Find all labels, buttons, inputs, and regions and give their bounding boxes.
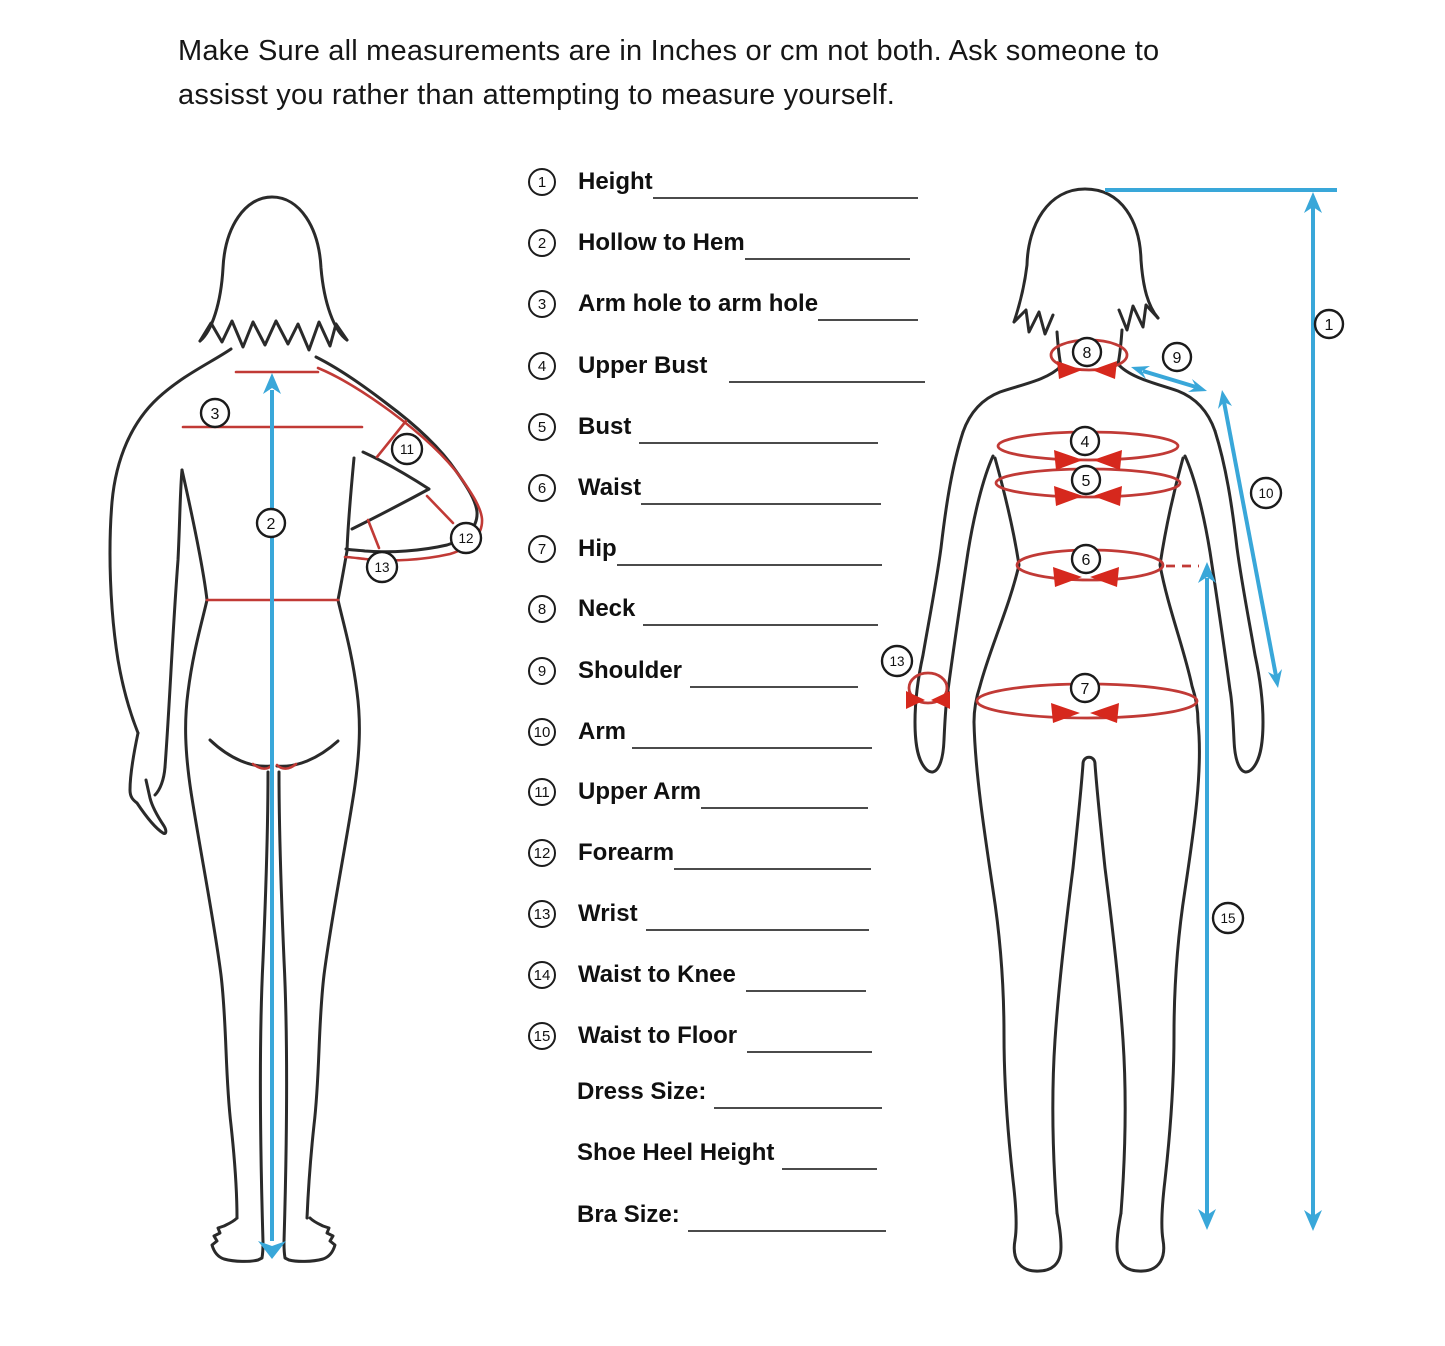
front-head-outline: [1014, 189, 1158, 322]
shoulder-arrow-line: [1143, 371, 1196, 387]
annotation-circles: [201, 310, 1343, 933]
measure-label: Hollow to Hem: [578, 229, 745, 256]
annotation-circle-front-1: [1315, 310, 1343, 338]
annotation-circle-back-11: [392, 434, 422, 464]
back-view-figure: [110, 197, 477, 1261]
back-hair-spikes: [200, 321, 347, 350]
annotation-circle-front-4: [1071, 427, 1099, 455]
annotation-number: 10: [1258, 486, 1274, 501]
front-right-shoulder: [1118, 364, 1215, 431]
annotation-number: 13: [889, 654, 905, 669]
annotation-number: 3: [210, 406, 220, 423]
back-left-leg-inner: [260, 772, 268, 1242]
annotation-number: 4: [1080, 434, 1090, 451]
measure-label: Height: [578, 168, 653, 195]
back-head-outline: [200, 197, 347, 341]
back-left-leg-outer: [191, 792, 237, 1218]
circled-number: 15: [528, 1022, 556, 1050]
measure-label: Bust: [578, 413, 632, 440]
front-right-torso: [1160, 458, 1198, 722]
back-right-leg-inner: [279, 772, 287, 1242]
circled-number: 6: [528, 474, 556, 502]
back-left-torso: [182, 470, 207, 792]
back-right-torso-leg: [307, 551, 359, 1218]
measure-label: Hip: [578, 535, 617, 562]
annotation-number: 7: [1080, 681, 1090, 698]
forearm-tick: [427, 496, 453, 523]
front-left-leg-inner: [1053, 764, 1083, 1213]
red-arrow-icon: [931, 691, 950, 709]
front-right-leg-outer: [1162, 722, 1199, 1240]
measure-label: Waist to Knee: [578, 961, 736, 988]
instructions-line-1: Make Sure all measurements are in Inches or cm not both. Ask someone to: [178, 35, 1160, 67]
circled-number: 13: [528, 900, 556, 928]
annotation-number: 9: [1172, 350, 1182, 367]
annotation-circle-back-3: [201, 399, 229, 427]
measure-label: Upper Bust: [578, 352, 708, 379]
front-left-foot: [1014, 1213, 1061, 1271]
annotation-circle-front-13: [882, 646, 912, 676]
measure-label: Upper Arm: [578, 778, 702, 805]
annotation-number: 15: [1220, 911, 1236, 926]
annotation-number: 5: [1081, 473, 1091, 490]
circled-number: 12: [528, 839, 556, 867]
annotation-circle-back-12: [451, 523, 481, 553]
annotation-circle-front-5: [1072, 466, 1100, 494]
front-left-torso: [974, 458, 1019, 722]
annotation-number: 13: [374, 560, 390, 575]
measure-label: Waist to Floor: [578, 1022, 738, 1049]
back-left-hand: [130, 733, 166, 834]
back-bent-arm-inner-triangle: [352, 452, 429, 529]
front-left-arm-inner: [948, 456, 993, 690]
circled-number: 9: [528, 657, 556, 685]
front-left-shoulder: [963, 366, 1061, 432]
annotation-circle-front-6: [1072, 545, 1100, 573]
circled-number: 8: [528, 595, 556, 623]
field-label: Bra Size:: [577, 1201, 680, 1228]
front-right-leg-inner: [1095, 764, 1125, 1213]
front-crotch: [1083, 757, 1095, 764]
measure-label: Forearm: [578, 839, 675, 866]
instructions-line-2: assisst you rather than attempting to measure yourself.: [178, 78, 896, 111]
circled-number: 2: [528, 229, 556, 257]
measure-label: Shoulder: [578, 657, 683, 684]
red-arrow-icon: [1051, 703, 1080, 723]
annotation-circle-front-7: [1071, 674, 1099, 702]
annotation-number: 8: [1082, 345, 1092, 362]
circled-number: 10: [528, 718, 556, 746]
annotation-circle-front-9: [1163, 343, 1191, 371]
measure-label: Neck: [578, 595, 636, 622]
front-figure-blue-arrows: [1105, 190, 1337, 1231]
measure-label: Arm hole to arm hole: [578, 290, 819, 317]
circled-number: 5: [528, 413, 556, 441]
measure-label: Arm: [578, 718, 627, 745]
front-right-foot: [1117, 1213, 1164, 1271]
field-label: Shoe Heel Height: [577, 1139, 775, 1166]
circled-number: 3: [528, 290, 556, 318]
back-figure-red-annotations: [183, 368, 482, 769]
measure-label: Wrist: [578, 900, 638, 927]
front-hair-spikes-left: [1014, 310, 1053, 334]
red-arrow-icon: [1093, 450, 1122, 470]
hollow-to-hem-arrow: [258, 373, 286, 1259]
back-right-foot: [284, 1218, 335, 1261]
front-left-leg-outer: [974, 722, 1016, 1240]
back-left-foot: [212, 1218, 263, 1261]
circled-number: 4: [528, 352, 556, 380]
annotation-circle-front-15: [1213, 903, 1243, 933]
annotation-circle-front-10: [1251, 478, 1281, 508]
front-left-arm-outer: [915, 432, 963, 772]
annotation-circle-back-13: [367, 552, 397, 582]
back-underarm-torso-edge: [347, 458, 354, 551]
annotation-number: 2: [266, 516, 276, 533]
wrist-tick: [368, 520, 379, 548]
annotation-circle-back-2: [257, 509, 285, 537]
measure-label: Waist: [578, 474, 642, 501]
circled-number: 1: [528, 168, 556, 196]
annotation-circle-front-8: [1073, 338, 1101, 366]
annotation-number: 6: [1081, 552, 1091, 569]
front-neck-left: [1057, 332, 1061, 366]
red-arrow-icon: [1090, 703, 1119, 723]
circled-number: 11: [528, 778, 556, 806]
circled-number: 7: [528, 535, 556, 563]
circled-number: 14: [528, 961, 556, 989]
annotation-number: 1: [1324, 317, 1334, 334]
field-label: Dress Size:: [577, 1078, 707, 1105]
annotation-number: 12: [458, 531, 474, 546]
back-left-inner-arm: [165, 470, 182, 767]
annotation-number: 11: [399, 442, 415, 457]
